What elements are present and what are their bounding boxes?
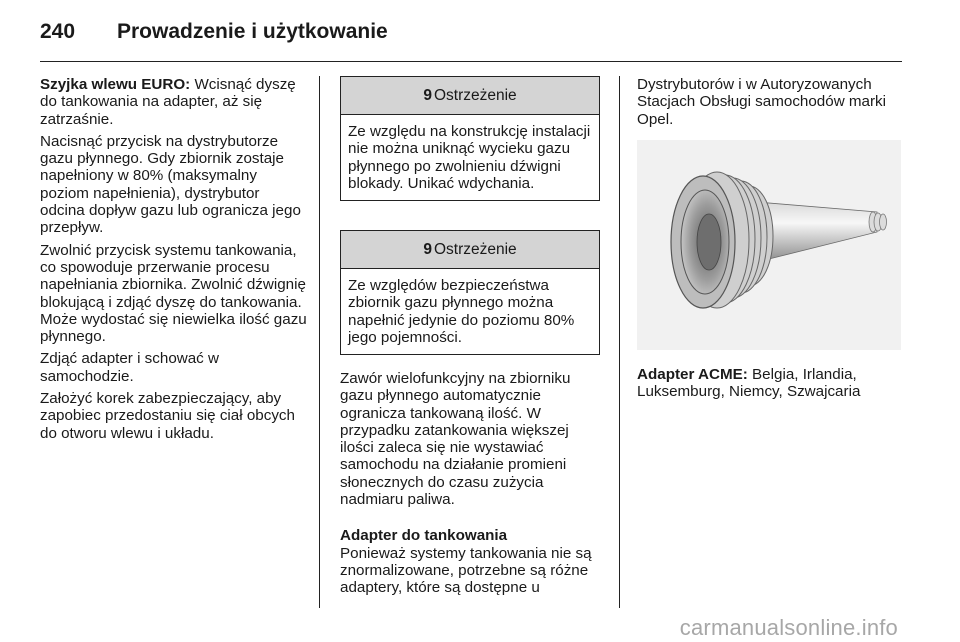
page-number: 240 <box>40 20 76 43</box>
paragraph-adapters: Ponieważ systemy tankowania nie są znormalizowane, potrzebne są różne adaptery, które są dostępne u <box>340 544 592 597</box>
warning-text: Ze względów bezpieczeństwa zbiornik gazu płynnego można napełnić jedynie do poziomu 80% jego pojemności. <box>348 277 575 346</box>
warning-header <box>341 77 599 115</box>
watermark: carmanualsonline.info <box>679 615 898 640</box>
page-header <box>40 12 388 52</box>
paragraph-press-button: Nacisnąć przycisk na dystrybutorze gazu płynnego. Gdy zbiornik zostaje napełniony w 80% (maksymalny poziom napełnienia), dystrybutor odcina dopływ gazu lub ogranicza jego przepływ. <box>40 132 301 237</box>
euro-filler-label: Szyjka wlewu EURO: <box>40 76 191 93</box>
caption-text: Belgia, Irlandia, Luksemburg, Niemcy, Szwajcaria <box>637 366 861 401</box>
subheading-filling-adapter: Adapter do tankowania <box>340 527 508 545</box>
caption-label: Adapter ACME: <box>637 366 748 383</box>
warning-title: Ostrzeżenie <box>433 240 517 258</box>
paragraph-dealers: Dystrybutorów i w Autoryzowanych Stacjach Obsługi samochodów marki Opel. <box>637 76 887 128</box>
warning-icon: 9 <box>423 240 432 258</box>
column-2-text <box>340 370 602 597</box>
warning-box-1 <box>340 76 600 201</box>
paragraph-protective-cap: Założyć korek zabezpieczający, aby zapobiec przedostaniu się ciał obcych do otworu wlewu i układu. <box>40 390 295 442</box>
figure-caption <box>637 366 903 401</box>
warning-icon: 9 <box>423 86 432 104</box>
paragraph-release-button: Zwolnić przycisk systemu tankowania, co spowoduje przerwanie procesu napełniania zbiornika. Zwolnić dźwignię blokującą i zdjąć dyszę do tankowania. Może wydostać się niewielka ilość gazu płynnego. <box>40 241 307 346</box>
column-3 <box>637 76 903 128</box>
chapter-title: Prowadzenie i użytkowanie <box>117 20 388 43</box>
paragraph-euro-filler <box>40 76 308 128</box>
euro-filler-text: Wcisnąć dyszę do tankowania na adapter, aż się zatrzaśnie. <box>40 76 296 128</box>
acme-adapter-figure <box>637 140 901 350</box>
paragraph-remove-adapter: Zdjąć adapter i schować w samochodzie. <box>40 350 219 385</box>
adapter-illustration <box>637 140 901 350</box>
warning-text: Ze względu na konstrukcję instalacji nie można uniknąć wycieku gazu płynnego po zwolnieniu dźwigni blokady. Unikać wdychania. <box>348 123 591 192</box>
paragraph-multivalve: Zawór wielofunkcyjny na zbiorniku gazu płynnego automatycznie ogranicza tankowaną ilość. W przypadku zatankowania większej ilości zaleca się nie wystawiać samochodu na działanie promieni słonecznych do czasu zużycia nadmiaru paliwa. <box>340 370 571 509</box>
column-divider-2 <box>619 76 620 608</box>
column-divider-1 <box>319 76 320 608</box>
warning-header <box>341 231 599 269</box>
column-1 <box>40 76 308 447</box>
warning-box-2 <box>340 230 600 355</box>
header-rule <box>40 61 902 62</box>
warning-title: Ostrzeżenie <box>433 86 517 104</box>
